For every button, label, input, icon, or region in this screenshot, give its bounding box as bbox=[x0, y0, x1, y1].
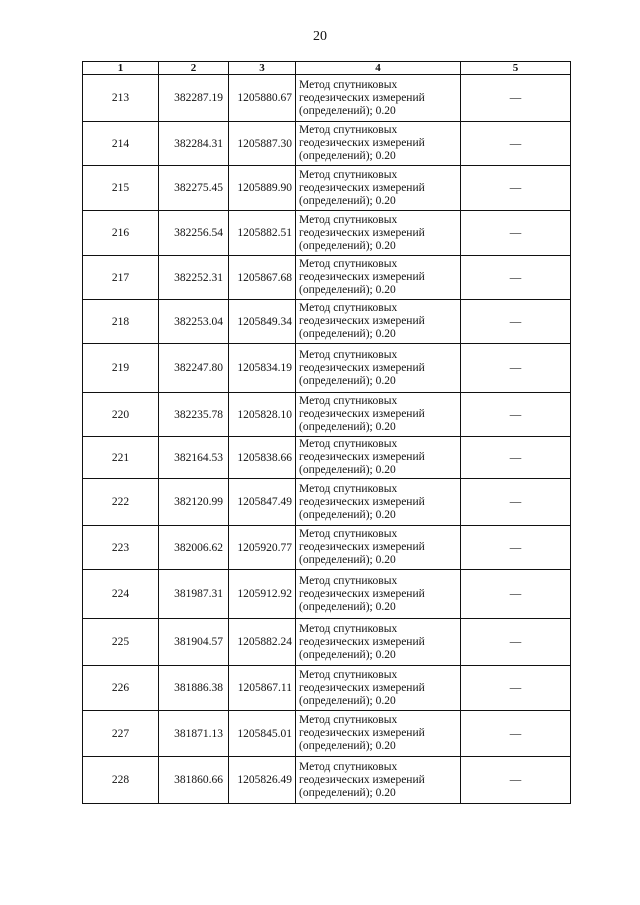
note-cell: — bbox=[461, 570, 571, 619]
x-coordinate-cell: 382247.80 bbox=[159, 344, 229, 393]
point-number-cell: 220 bbox=[83, 393, 159, 437]
table-row bbox=[83, 166, 571, 211]
method-line: геодезических измерений bbox=[299, 681, 425, 694]
method-line: (определений); 0.20 bbox=[299, 328, 396, 340]
y-coordinate-cell: 1205867.68 bbox=[229, 256, 296, 300]
note-cell: — bbox=[461, 437, 571, 479]
method-line: (определений); 0.20 bbox=[299, 740, 396, 752]
point-number-cell: 227 bbox=[83, 711, 159, 757]
table-row bbox=[83, 122, 571, 166]
x-coordinate-cell: 381860.66 bbox=[159, 757, 229, 804]
note-cell: — bbox=[461, 479, 571, 526]
method-line: Метод спутниковых bbox=[299, 438, 398, 450]
method-cell bbox=[296, 526, 461, 570]
method-cell bbox=[296, 300, 461, 344]
y-coordinate-cell: 1205889.90 bbox=[229, 166, 296, 211]
method-line: геодезических измерений bbox=[299, 361, 425, 374]
x-coordinate-cell: 381886.38 bbox=[159, 666, 229, 711]
method-line: Метод спутниковых bbox=[299, 622, 398, 635]
y-coordinate-cell: 1205826.49 bbox=[229, 757, 296, 804]
coordinates-table bbox=[82, 61, 571, 804]
method-line: Метод спутниковых bbox=[299, 714, 398, 726]
y-coordinate-cell: 1205828.10 bbox=[229, 393, 296, 437]
note-cell: — bbox=[461, 300, 571, 344]
point-number-cell: 222 bbox=[83, 479, 159, 526]
column-header: 2 bbox=[159, 62, 229, 75]
method-line: геодезических измерений bbox=[299, 587, 425, 600]
method-line: геодезических измерений bbox=[299, 451, 425, 463]
table-row bbox=[83, 666, 571, 711]
note-cell: — bbox=[461, 711, 571, 757]
method-line: геодезических измерений bbox=[299, 181, 425, 194]
method-line: геодезических измерений bbox=[299, 408, 425, 420]
method-cell bbox=[296, 619, 461, 666]
note-cell: — bbox=[461, 526, 571, 570]
method-line: Метод спутниковых bbox=[299, 348, 398, 361]
method-line: Метод спутниковых bbox=[299, 528, 398, 540]
x-coordinate-cell: 382287.19 bbox=[159, 75, 229, 122]
method-line: Метод спутниковых bbox=[299, 258, 398, 270]
point-number-cell: 223 bbox=[83, 526, 159, 570]
method-line: геодезических измерений bbox=[299, 91, 425, 104]
method-cell bbox=[296, 711, 461, 757]
method-line: (определений); 0.20 bbox=[299, 194, 396, 207]
method-cell bbox=[296, 666, 461, 711]
column-header: 1 bbox=[83, 62, 159, 75]
point-number-cell: 228 bbox=[83, 757, 159, 804]
note-cell: — bbox=[461, 166, 571, 211]
table-row bbox=[83, 619, 571, 666]
method-line: (определений); 0.20 bbox=[299, 600, 396, 613]
point-number-cell: 214 bbox=[83, 122, 159, 166]
table-row bbox=[83, 526, 571, 570]
method-line: геодезических измерений bbox=[299, 635, 425, 648]
table-row bbox=[83, 570, 571, 619]
x-coordinate-cell: 382256.54 bbox=[159, 211, 229, 256]
point-number-cell: 218 bbox=[83, 300, 159, 344]
method-cell bbox=[296, 437, 461, 479]
x-coordinate-cell: 382164.53 bbox=[159, 437, 229, 479]
method-line: (определений); 0.20 bbox=[299, 104, 396, 117]
method-line: геодезических измерений bbox=[299, 727, 425, 739]
x-coordinate-cell: 382284.31 bbox=[159, 122, 229, 166]
method-cell bbox=[296, 256, 461, 300]
method-cell bbox=[296, 757, 461, 804]
method-cell bbox=[296, 122, 461, 166]
table-row bbox=[83, 711, 571, 757]
method-line: (определений); 0.20 bbox=[299, 786, 396, 799]
point-number-cell: 219 bbox=[83, 344, 159, 393]
method-line: Метод спутниковых bbox=[299, 482, 398, 495]
y-coordinate-cell: 1205912.92 bbox=[229, 570, 296, 619]
method-line: (определений); 0.20 bbox=[299, 648, 396, 661]
method-line: геодезических измерений bbox=[299, 137, 425, 149]
x-coordinate-cell: 382275.45 bbox=[159, 166, 229, 211]
note-cell: — bbox=[461, 75, 571, 122]
table-row bbox=[83, 437, 571, 479]
point-number-cell: 224 bbox=[83, 570, 159, 619]
x-coordinate-cell: 382120.99 bbox=[159, 479, 229, 526]
note-cell: — bbox=[461, 256, 571, 300]
method-line: геодезических измерений bbox=[299, 315, 425, 327]
note-cell: — bbox=[461, 666, 571, 711]
method-cell bbox=[296, 479, 461, 526]
point-number-cell: 216 bbox=[83, 211, 159, 256]
table-row bbox=[83, 757, 571, 804]
method-line: Метод спутниковых bbox=[299, 668, 398, 681]
method-line: Метод спутниковых bbox=[299, 78, 398, 91]
method-line: (определений); 0.20 bbox=[299, 508, 396, 521]
note-cell: — bbox=[461, 393, 571, 437]
table-row bbox=[83, 211, 571, 256]
column-header: 4 bbox=[296, 62, 461, 75]
method-cell bbox=[296, 75, 461, 122]
y-coordinate-cell: 1205880.67 bbox=[229, 75, 296, 122]
method-cell bbox=[296, 393, 461, 437]
method-line: геодезических измерений bbox=[299, 495, 425, 508]
table-row bbox=[83, 344, 571, 393]
point-number-cell: 213 bbox=[83, 75, 159, 122]
method-cell bbox=[296, 570, 461, 619]
table-row bbox=[83, 256, 571, 300]
method-line: (определений); 0.20 bbox=[299, 694, 396, 707]
x-coordinate-cell: 381904.57 bbox=[159, 619, 229, 666]
method-line: Метод спутниковых bbox=[299, 302, 398, 314]
method-line: (определений); 0.20 bbox=[299, 554, 396, 566]
y-coordinate-cell: 1205867.11 bbox=[229, 666, 296, 711]
page-number: 20 bbox=[313, 29, 327, 44]
method-line: Метод спутниковых bbox=[299, 574, 398, 587]
y-coordinate-cell: 1205838.66 bbox=[229, 437, 296, 479]
method-line: (определений); 0.20 bbox=[299, 374, 396, 387]
y-coordinate-cell: 1205847.49 bbox=[229, 479, 296, 526]
table-row bbox=[83, 300, 571, 344]
y-coordinate-cell: 1205849.34 bbox=[229, 300, 296, 344]
table-row bbox=[83, 75, 571, 122]
method-line: геодезических измерений bbox=[299, 226, 425, 239]
method-line: геодезических измерений bbox=[299, 773, 425, 786]
point-number-cell: 226 bbox=[83, 666, 159, 711]
x-coordinate-cell: 382253.04 bbox=[159, 300, 229, 344]
note-cell: — bbox=[461, 122, 571, 166]
method-line: (определений); 0.20 bbox=[299, 464, 396, 476]
method-line: (определений); 0.20 bbox=[299, 284, 396, 296]
column-header: 5 bbox=[461, 62, 571, 75]
y-coordinate-cell: 1205845.01 bbox=[229, 711, 296, 757]
method-line: Метод спутниковых bbox=[299, 395, 398, 407]
point-number-cell: 221 bbox=[83, 437, 159, 479]
method-line: (определений); 0.20 bbox=[299, 239, 396, 252]
method-line: Метод спутниковых bbox=[299, 213, 398, 226]
note-cell: — bbox=[461, 619, 571, 666]
method-line: (определений); 0.20 bbox=[299, 150, 396, 162]
y-coordinate-cell: 1205920.77 bbox=[229, 526, 296, 570]
method-line: Метод спутниковых bbox=[299, 124, 398, 136]
method-line: Метод спутниковых bbox=[299, 168, 398, 181]
method-cell bbox=[296, 211, 461, 256]
method-cell bbox=[296, 344, 461, 393]
table-row bbox=[83, 479, 571, 526]
x-coordinate-cell: 381987.31 bbox=[159, 570, 229, 619]
method-line: (определений); 0.20 bbox=[299, 421, 396, 433]
y-coordinate-cell: 1205882.24 bbox=[229, 619, 296, 666]
x-coordinate-cell: 382006.62 bbox=[159, 526, 229, 570]
note-cell: — bbox=[461, 211, 571, 256]
y-coordinate-cell: 1205834.19 bbox=[229, 344, 296, 393]
note-cell: — bbox=[461, 344, 571, 393]
x-coordinate-cell: 381871.13 bbox=[159, 711, 229, 757]
method-line: геодезических измерений bbox=[299, 541, 425, 553]
method-line: Метод спутниковых bbox=[299, 760, 398, 773]
point-number-cell: 215 bbox=[83, 166, 159, 211]
x-coordinate-cell: 382252.31 bbox=[159, 256, 229, 300]
method-cell bbox=[296, 166, 461, 211]
x-coordinate-cell: 382235.78 bbox=[159, 393, 229, 437]
point-number-cell: 217 bbox=[83, 256, 159, 300]
note-cell: — bbox=[461, 757, 571, 804]
method-line: геодезических измерений bbox=[299, 271, 425, 283]
y-coordinate-cell: 1205882.51 bbox=[229, 211, 296, 256]
column-header: 3 bbox=[229, 62, 296, 75]
y-coordinate-cell: 1205887.30 bbox=[229, 122, 296, 166]
point-number-cell: 225 bbox=[83, 619, 159, 666]
table-header-row bbox=[83, 62, 571, 75]
table-row bbox=[83, 393, 571, 437]
